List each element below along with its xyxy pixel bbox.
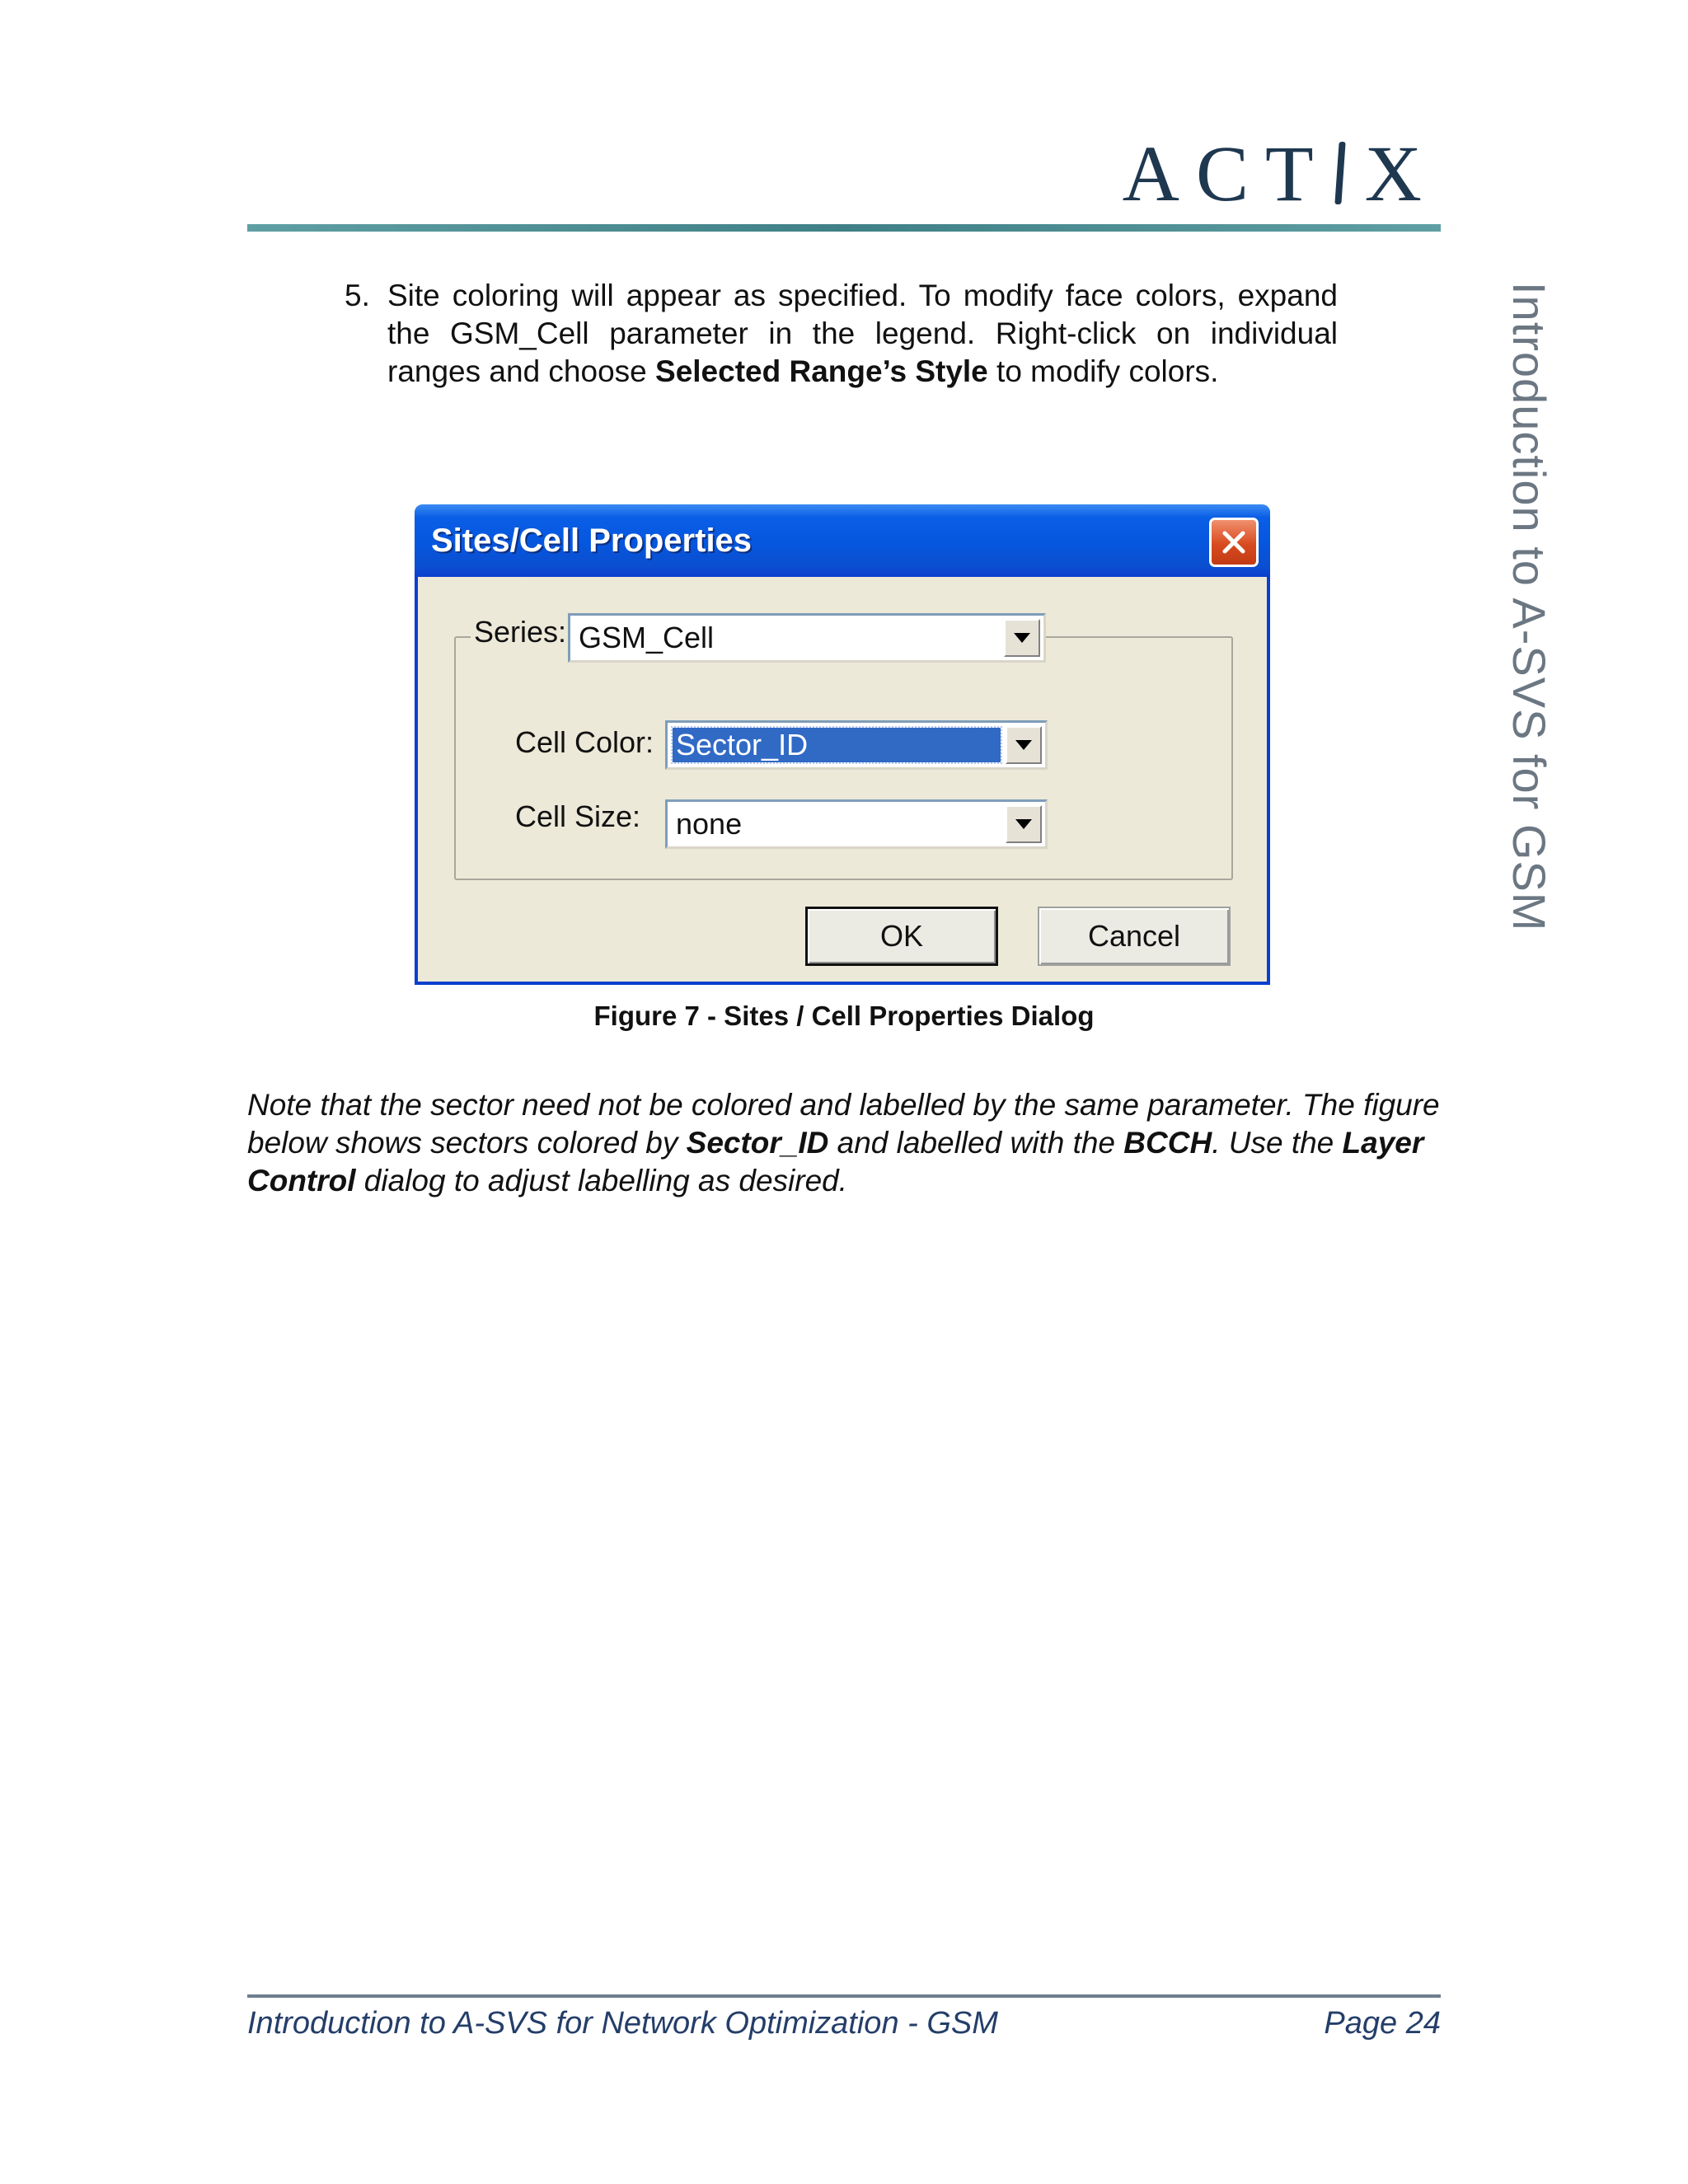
close-button[interactable] [1209,518,1259,567]
step-bold-term: Selected Range’s Style [655,354,988,388]
close-icon [1220,528,1248,556]
logo-text-left: ACT [1122,129,1330,218]
ok-button[interactable] [805,907,998,966]
series-select[interactable] [568,613,1046,663]
side-title-text: Introduction to A-SVS for GSM [1503,282,1555,932]
logo-mark [1334,142,1345,204]
chevron-down-icon [1015,740,1032,750]
step-text [387,277,1338,391]
cancel-button-label: Cancel [1087,919,1181,953]
header-rule [247,224,1441,232]
figure-caption: Figure 7 - Sites / Cell Properties Dialog [593,1001,1095,1031]
dialog-title: Sites/Cell Properties [431,523,753,559]
step-text-part: Site coloring will appear as specified. To modify face colors, expand the GSM_Cell parameter in the legend. Right-click on individual ranges and choose [387,279,1338,388]
note-paragraph [247,1086,1441,1200]
cell-size-select[interactable] [665,799,1048,849]
cell-size-value: none [676,807,743,841]
series-label: Series: [471,615,570,649]
actix-logo [1117,129,1438,218]
cell-color-label: Cell Color: [515,725,654,759]
note-bold-term: Layer Control [247,1126,1424,1197]
chevron-down-icon [1014,633,1030,643]
note-text: Note that the sector need not be colored and labelled by the same parameter. The figure below shows sectors colored by [247,1088,1440,1160]
step-text-part: to modify colors. [987,354,1219,388]
step-number: 5. [345,279,370,312]
series-dropdown-button[interactable] [1004,619,1040,657]
logo-text-right: X [1364,129,1438,218]
note-text: and labelled with the [828,1126,1124,1160]
cell-color-value: Sector_ID [673,728,1001,762]
ok-button-label: OK [879,919,923,953]
cell-size-dropdown-button[interactable] [1006,805,1042,843]
cancel-button[interactable] [1038,907,1231,966]
sites-cell-properties-dialog [415,504,1270,985]
footer-page-number: Page 24 [1324,2006,1441,2041]
cell-color-dropdown-button[interactable] [1006,726,1042,764]
note-bold-term: Sector_ID [686,1126,829,1160]
series-value: GSM_Cell [579,621,715,654]
dialog-title-bar[interactable] [415,504,1270,577]
footer-document-title: Introduction to A-SVS for Network Optimization - GSM [247,2006,998,2041]
cell-size-label: Cell Size: [515,799,641,833]
note-text: . Use the [1212,1126,1343,1160]
note-text: dialog to adjust labelling as desired. [355,1164,848,1197]
step-5 [345,277,1338,391]
side-title [1503,282,1564,932]
note-bold-term: BCCH [1123,1126,1212,1160]
footer-rule [247,1994,1441,1998]
chevron-down-icon [1015,819,1032,829]
cell-color-select[interactable] [665,720,1048,770]
